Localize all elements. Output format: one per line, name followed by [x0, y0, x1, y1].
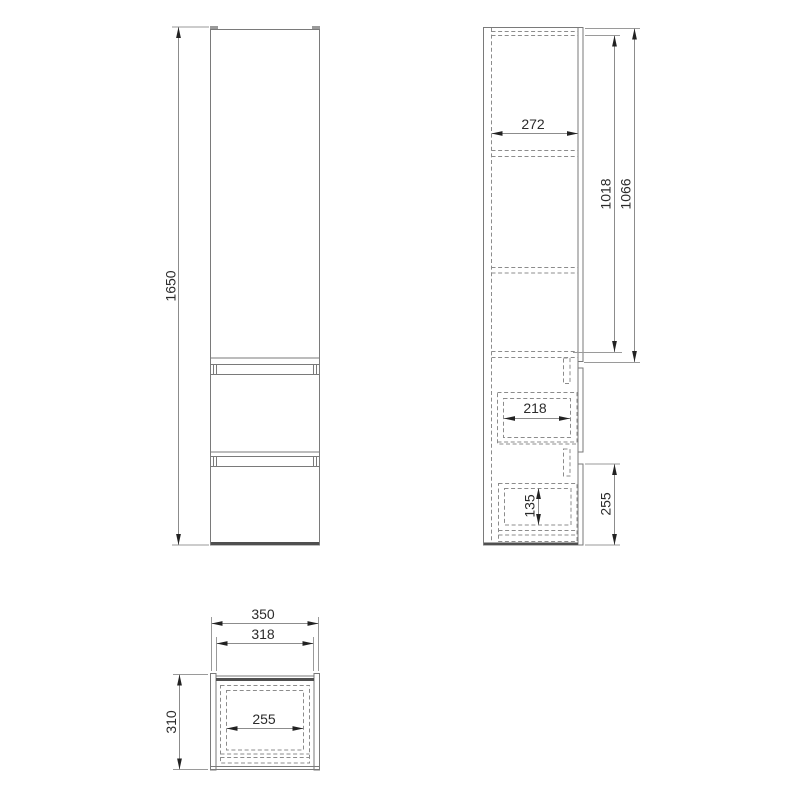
dim-label-drawer-width: 255	[252, 711, 276, 727]
dim-label-interior-depth: 272	[521, 116, 545, 132]
top-view	[163, 606, 320, 770]
drawer-front-hidden-lines	[221, 754, 310, 758]
door-panel-edge	[578, 28, 583, 362]
cabinet-outline	[211, 30, 320, 546]
front-edge-lines	[211, 767, 320, 770]
dimension-drawer-width-255	[227, 711, 304, 729]
dimension-depth-310	[163, 675, 208, 770]
front-view	[163, 26, 321, 545]
dim-label-overall-width: 350	[251, 606, 275, 622]
left-wall	[211, 674, 217, 771]
drawer2-front-edge	[578, 464, 583, 545]
right-wall	[314, 674, 320, 771]
bottom-edge	[211, 542, 319, 545]
dimension-height-1650	[163, 27, 210, 545]
drawer1-front-edge	[578, 368, 583, 452]
side-panel-top-left	[210, 26, 218, 30]
dimension-lower-section-255	[585, 464, 620, 545]
dim-label-interior-height: 1018	[597, 178, 614, 210]
dim-label-door-height: 1066	[617, 178, 634, 210]
dim-label-drawer-depth: 218	[523, 400, 547, 416]
dimension-interior-width-318	[217, 626, 314, 671]
side-bottom-edge	[484, 543, 578, 546]
dim-label-lower-section-height: 255	[597, 492, 614, 516]
dim-label-overall-depth: 310	[163, 710, 179, 734]
side-panel-top-right	[312, 26, 320, 30]
back-panel-edge	[216, 678, 314, 681]
side-view	[484, 28, 641, 546]
dim-label-drawer-height: 135	[521, 494, 538, 518]
dim-label-interior-width: 318	[251, 626, 275, 642]
dim-label-overall-height: 1650	[162, 270, 179, 302]
